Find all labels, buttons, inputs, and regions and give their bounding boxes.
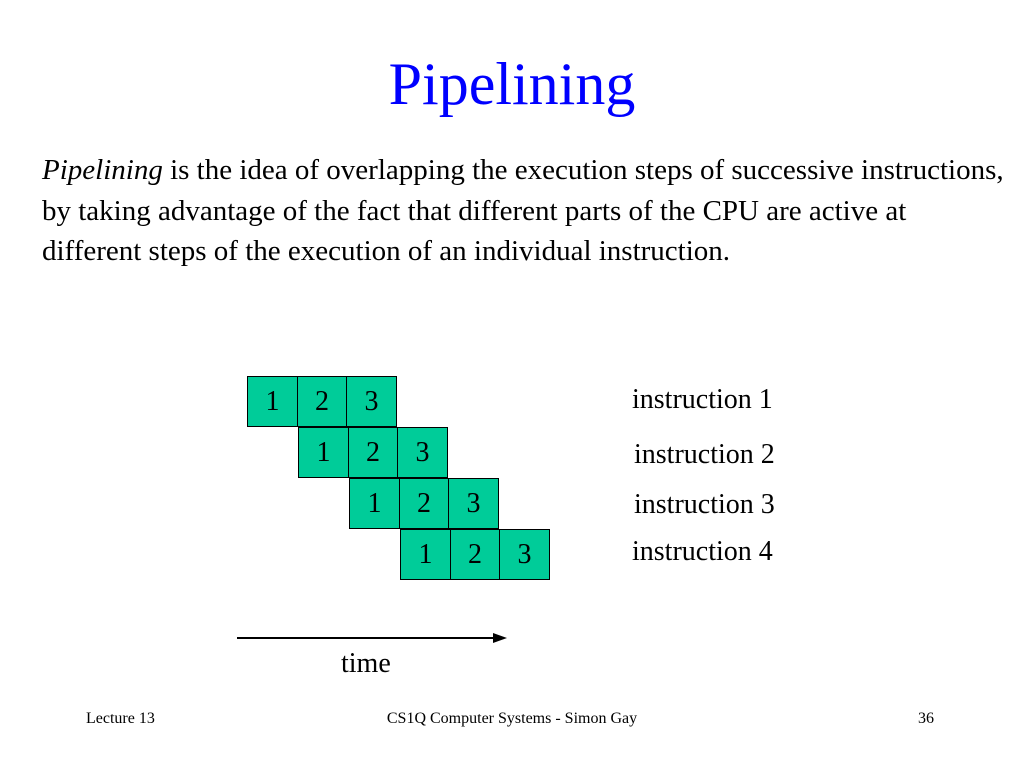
instruction-row-4 (400, 529, 550, 580)
stage-cell-2: 2 (348, 427, 399, 478)
stage-cell-3: 3 (499, 529, 550, 580)
instruction-label-2: instruction 2 (634, 439, 775, 470)
footer-lecture: Lecture 13 (86, 710, 155, 727)
stage-cell-1: 1 (349, 478, 400, 529)
stage-cell-2: 2 (297, 376, 348, 427)
stage-cell-3: 3 (448, 478, 499, 529)
instruction-row-2 (298, 427, 448, 478)
stage-cell-3: 3 (397, 427, 448, 478)
stage-cell-2: 2 (450, 529, 501, 580)
footer-course: CS1Q Computer Systems - Simon Gay (386, 710, 638, 727)
stage-cell-2: 2 (399, 478, 450, 529)
instruction-row-1 (247, 376, 397, 427)
pipelining-term: Pipelining (42, 154, 163, 186)
slide-title: Pipelining (388, 51, 636, 117)
stage-cell-1: 1 (400, 529, 451, 580)
stage-cell-3: 3 (346, 376, 397, 427)
instruction-label-1: instruction 1 (632, 384, 773, 415)
time-arrow-icon (237, 630, 507, 646)
stage-cell-1: 1 (298, 427, 349, 478)
stage-cell-1: 1 (247, 376, 298, 427)
pipelining-definition: is the idea of overlapping the execution steps of successive instructions, by taking advantage of the fact that different parts of the CPU are active at different steps of the execution of an individual instruction. (42, 154, 1004, 267)
instruction-label-3: instruction 3 (634, 489, 775, 520)
instruction-label-4: instruction 4 (632, 536, 773, 567)
footer-page-number: 36 (918, 710, 934, 727)
instruction-row-3 (349, 478, 499, 529)
time-label: time (341, 648, 391, 679)
